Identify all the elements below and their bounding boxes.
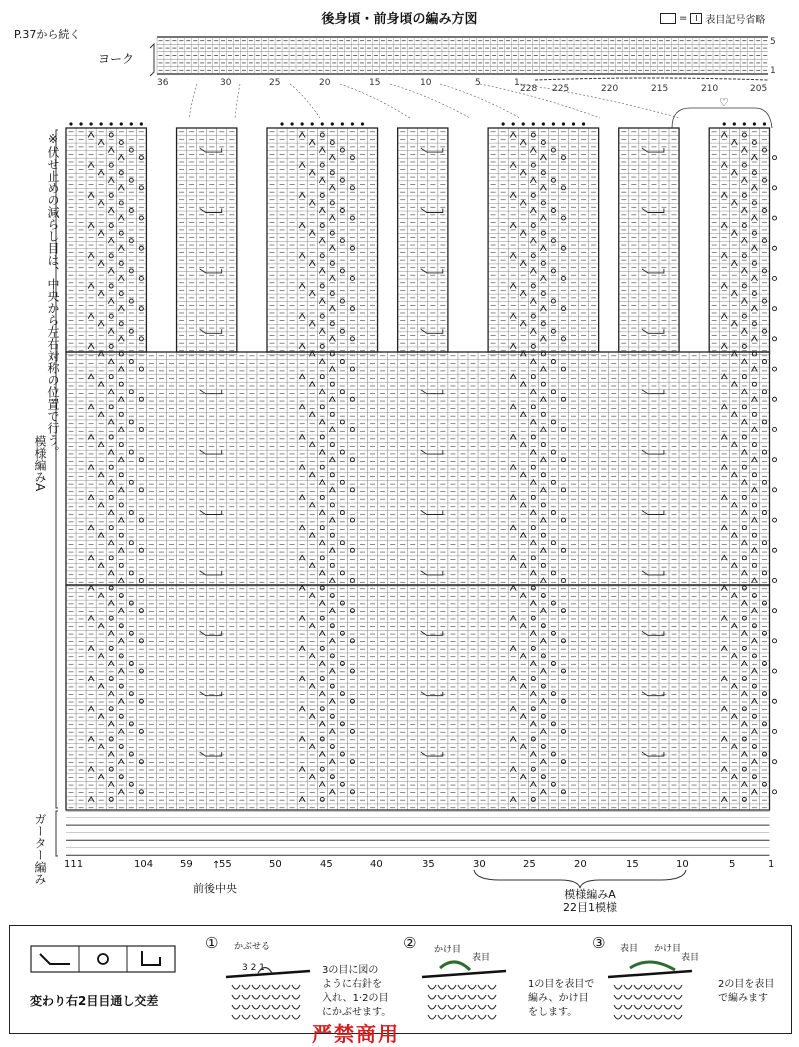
legend-top-label: 表目記号省略: [705, 11, 765, 26]
knit-symbol-icon: I: [690, 13, 702, 24]
yoke-stitch-25: 25: [269, 78, 280, 88]
step-2-label-yo: かけ目: [434, 942, 461, 955]
knit-stitch-loop: [634, 985, 642, 989]
knit-stitch-loop: [644, 995, 652, 999]
knit-stitch-loop: [428, 1015, 436, 1019]
knit-stitch-loop: [488, 1015, 496, 1019]
knit-stitch-loop: [674, 985, 682, 989]
yarn-icon: [440, 962, 470, 970]
knit-stitch-loop: [664, 985, 672, 989]
knit-stitch-loop: [654, 1005, 662, 1009]
step-1-line: 3の目に図の: [322, 964, 391, 978]
legend-stitch-name: 変わり右2目目通し交差: [30, 992, 158, 1009]
knit-stitch-loop: [292, 1005, 300, 1009]
knit-stitch-loop: [614, 1015, 622, 1019]
yoke-stitch-15: 15: [369, 78, 380, 88]
knit-stitch-loop: [478, 1005, 486, 1009]
knit-stitch-loop: [634, 1015, 642, 1019]
heart-mark: ♡: [719, 96, 729, 109]
knit-stitch-loop: [674, 1015, 682, 1019]
knit-stitch-loop: [624, 985, 632, 989]
knit-stitch-loop: [458, 1015, 466, 1019]
bottom-num-104: 104: [134, 859, 153, 870]
garter-side-label: ガーター編み: [32, 813, 49, 885]
knit-stitch-loop: [624, 995, 632, 999]
center-label: 前後中央: [193, 880, 237, 896]
knit-stitch-loop: [478, 995, 486, 999]
watermark-text: 严禁商用: [312, 1018, 400, 1047]
knit-stitch-loop: [252, 995, 260, 999]
bind-off-note: ※伏せ止めの減らし目は、中央から左右対称の位置で行う。: [16, 132, 60, 458]
yoke-stitch-220: 220: [601, 84, 618, 94]
yoke-label: ヨーク: [98, 50, 134, 67]
knit-stitch-loop: [448, 1015, 456, 1019]
knit-stitch-loop: [262, 995, 270, 999]
knit-stitch-loop: [428, 995, 436, 999]
knit-stitch-loop: [654, 995, 662, 999]
step-2-label-knit: 表目: [472, 950, 490, 963]
knit-stitch-loop: [232, 1015, 240, 1019]
step-2-line: 1の目を表目で: [528, 978, 594, 992]
step-1-digits: 3 2 1: [242, 963, 265, 973]
knit-stitch-loop: [478, 1015, 486, 1019]
knit-stitch-loop: [458, 985, 466, 989]
step-1-line: にかぶせます。: [322, 1006, 391, 1020]
yoke-row-1: 1: [770, 66, 776, 76]
knit-stitch-loop: [634, 1005, 642, 1009]
knit-stitch-loop: [468, 1005, 476, 1009]
needle-icon: [422, 971, 506, 977]
step-1-number: ①: [205, 934, 218, 952]
knit-stitch-loop: [428, 1005, 436, 1009]
knit-stitch-loop: [282, 1005, 290, 1009]
knit-stitch-loop: [272, 985, 280, 989]
knit-stitch-loop: [478, 985, 486, 989]
pattern-repeat-line2: 22目1模様: [540, 901, 640, 914]
knit-stitch-loop: [488, 985, 496, 989]
yoke-stitch-5: 5: [475, 78, 481, 88]
knit-stitch-loop: [252, 1015, 260, 1019]
arrow-over-icon: [258, 968, 272, 974]
bottom-num-15: 15: [626, 859, 639, 870]
bottom-num-10: 10: [676, 859, 689, 870]
knit-stitch-loop: [438, 995, 446, 999]
knit-stitch-loop: [488, 1005, 496, 1009]
knit-stitch-loop: [272, 1015, 280, 1019]
knit-stitch-loop: [428, 985, 436, 989]
knit-stitch-loop: [272, 995, 280, 999]
knit-stitch-loop: [468, 995, 476, 999]
yoke-stitch-215: 215: [651, 84, 668, 94]
knit-stitch-loop: [438, 1005, 446, 1009]
pattern-repeat-line1: 模様編みA: [540, 888, 640, 901]
knit-stitch-loop: [654, 985, 662, 989]
center-arrow-icon: ↑: [212, 860, 220, 871]
yoke-stitch-10: 10: [420, 78, 431, 88]
step-2-line: 編み、かけ目: [528, 992, 594, 1006]
step-1-line: ように右針を: [322, 978, 391, 992]
diagram-title: 後身頃・前身頃の編み方図: [0, 8, 799, 27]
knit-stitch-loop: [614, 985, 622, 989]
knit-stitch-loop: [252, 985, 260, 989]
bottom-num-55: 55: [219, 859, 232, 870]
needle-icon: [608, 971, 692, 977]
pattern-a-side-label: 模様編みA: [32, 435, 49, 491]
knit-stitch-loop: [232, 1005, 240, 1009]
bottom-num-35: 35: [422, 859, 435, 870]
knit-stitch-loop: [644, 1015, 652, 1019]
knit-stitch-loop: [438, 985, 446, 989]
knit-stitch-loop: [252, 1005, 260, 1009]
knit-stitch-loop: [664, 1005, 672, 1009]
bottom-num-1: 1: [768, 859, 774, 870]
knit-stitch-loop: [292, 1015, 300, 1019]
equals-sign: =: [679, 13, 687, 24]
knit-stitch-loop: [448, 1005, 456, 1009]
bottom-num-40: 40: [370, 859, 383, 870]
bottom-num-5: 5: [729, 859, 735, 870]
knit-stitch-loop: [664, 1015, 672, 1019]
yarn-icon: [630, 962, 675, 970]
yoke-stitch-30: 30: [220, 78, 231, 88]
yoke-stitch-1: 1: [514, 78, 520, 88]
bottom-num-20: 20: [574, 859, 587, 870]
knit-stitch-loop: [458, 995, 466, 999]
bottom-num-45: 45: [320, 859, 333, 870]
yoke-stitch-225: 225: [552, 84, 569, 94]
knit-stitch-loop: [292, 995, 300, 999]
bottom-num-111: 111: [64, 859, 83, 870]
knit-stitch-loop: [458, 1005, 466, 1009]
knit-stitch-loop: [262, 985, 270, 989]
step-3-number: ③: [592, 934, 605, 952]
knit-stitch-loop: [654, 1015, 662, 1019]
knit-stitch-loop: [232, 985, 240, 989]
bottom-num-30: 30: [473, 859, 486, 870]
step-1-line: 入れ、1·2の目: [322, 992, 391, 1006]
yoke-stitch-205: 205: [750, 84, 767, 94]
step-2-number: ②: [403, 934, 416, 952]
yoke-stitch-20: 20: [319, 78, 330, 88]
knit-stitch-loop: [674, 1005, 682, 1009]
knit-stitch-loop: [468, 1015, 476, 1019]
yoke-stitch-36: 36: [157, 78, 168, 88]
yoke-stitch-228: 228: [520, 84, 537, 94]
knit-stitch-loop: [624, 1005, 632, 1009]
step-3-line: 2の目を表目: [718, 978, 774, 992]
step-3-label-knit-a: 表目: [620, 941, 638, 954]
knit-stitch-loop: [262, 1005, 270, 1009]
knit-stitch-loop: [674, 995, 682, 999]
bottom-num-50: 50: [269, 859, 282, 870]
knit-stitch-loop: [624, 1015, 632, 1019]
knit-stitch-loop: [468, 985, 476, 989]
knit-stitch-loop: [242, 985, 250, 989]
knit-stitch-loop: [242, 1015, 250, 1019]
knit-stitch-loop: [262, 1015, 270, 1019]
knit-stitch-loop: [634, 995, 642, 999]
yoke-stitch-210: 210: [701, 84, 718, 94]
knit-stitch-loop: [242, 1005, 250, 1009]
bottom-num-25: 25: [523, 859, 536, 870]
knit-stitch-loop: [614, 1005, 622, 1009]
knit-stitch-loop: [438, 1015, 446, 1019]
knit-stitch-loop: [272, 1005, 280, 1009]
knit-stitch-loop: [282, 995, 290, 999]
knit-stitch-loop: [292, 985, 300, 989]
bottom-num-59: 59: [180, 859, 193, 870]
step-3-label-yo: かけ目: [654, 941, 681, 954]
knit-stitch-loop: [282, 1015, 290, 1019]
step-1-label: かぶせる: [234, 939, 270, 952]
knit-stitch-loop: [614, 995, 622, 999]
knit-stitch-loop: [448, 985, 456, 989]
continued-note: P.37から続く: [14, 26, 80, 42]
needle-icon: [226, 971, 310, 977]
knit-stitch-loop: [644, 985, 652, 989]
knit-stitch-loop: [282, 985, 290, 989]
knit-stitch-loop: [448, 995, 456, 999]
knit-stitch-loop: [644, 1005, 652, 1009]
knit-stitch-loop: [232, 995, 240, 999]
step-2-line: をします。: [528, 1006, 594, 1020]
knit-stitch-loop: [664, 995, 672, 999]
knit-stitch-loop: [488, 995, 496, 999]
yoke-row-5: 5: [770, 37, 776, 47]
knit-stitch-loop: [242, 995, 250, 999]
step-3-label-knit-b: 表目: [681, 950, 699, 963]
step-3-line: で編みます: [718, 992, 774, 1006]
